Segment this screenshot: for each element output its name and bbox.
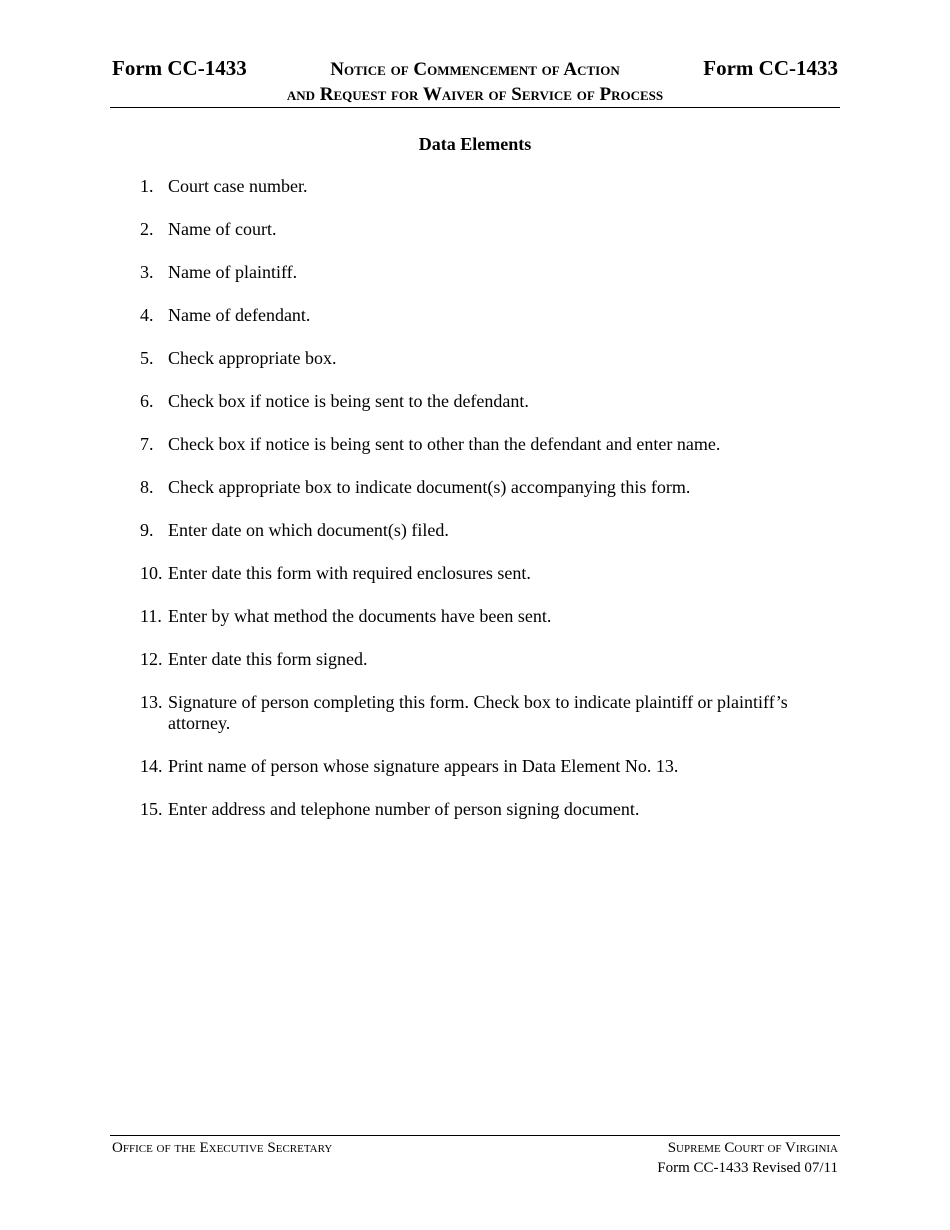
list-item [140, 563, 840, 584]
item-number: 8. [140, 477, 154, 497]
item-text: Name of court. [168, 219, 277, 239]
list-item [140, 391, 840, 412]
item-text: Enter address and telephone number of person signing document. [168, 799, 640, 819]
form-number-right: Form CC-1433 [703, 56, 838, 80]
item-number: 12. [140, 649, 163, 669]
section-title: Data Elements [418, 134, 532, 154]
form-title-line1: Notice of Commencement of Action [330, 59, 620, 80]
item-text: Enter date on which document(s) filed. [168, 520, 449, 540]
item-text: Name of defendant. [168, 305, 311, 325]
footer-form-revision: Form CC-1433 Revised 07/11 [657, 1160, 838, 1176]
list-item [140, 176, 840, 197]
item-number: 14. [140, 756, 163, 776]
list-item [140, 434, 840, 455]
item-number: 15. [140, 799, 163, 819]
form-header [110, 54, 840, 108]
item-text: Signature of person completing this form. Check box to indicate plaintiff or plaintiff’s attorney. [168, 692, 788, 733]
footer-court-name: Supreme Court of Virginia [667, 1140, 838, 1156]
form-title-line2: and Request for Waiver of Service of Process [286, 84, 664, 105]
list-item [140, 219, 840, 240]
item-number: 10. [140, 563, 163, 583]
list-item [140, 649, 840, 670]
item-text: Enter date this form signed. [168, 649, 368, 669]
item-number: 6. [140, 391, 154, 411]
form-number-left: Form CC-1433 [112, 56, 247, 80]
list-item [140, 348, 840, 369]
list-item [140, 799, 840, 820]
item-text: Check box if notice is being sent to other than the defendant and enter name. [168, 434, 721, 454]
list-item [140, 305, 840, 326]
list-item [140, 692, 840, 734]
item-number: 9. [140, 520, 154, 540]
footer-office: Office of the Executive Secretary [112, 1140, 333, 1156]
item-text: Court case number. [168, 176, 308, 196]
item-text: Print name of person whose signature appears in Data Element No. 13. [168, 756, 679, 776]
item-number: 3. [140, 262, 154, 282]
page-footer [110, 1135, 840, 1176]
item-text: Enter date this form with required enclosures sent. [168, 563, 531, 583]
list-item [140, 756, 840, 777]
item-number: 2. [140, 219, 154, 239]
item-number: 1. [140, 176, 154, 196]
item-text: Name of plaintiff. [168, 262, 298, 282]
item-number: 13. [140, 692, 163, 712]
item-number: 5. [140, 348, 154, 368]
list-item [140, 606, 840, 627]
footer-court-info [657, 1138, 838, 1178]
data-elements-list [140, 176, 840, 842]
item-text: Check appropriate box. [168, 348, 337, 368]
item-number: 7. [140, 434, 154, 454]
list-item [140, 477, 840, 498]
item-number: 4. [140, 305, 154, 325]
item-text: Check box if notice is being sent to the defendant. [168, 391, 529, 411]
header-row [110, 54, 840, 84]
list-item [140, 520, 840, 541]
item-number: 11. [140, 606, 162, 626]
item-text: Enter by what method the documents have been sent. [168, 606, 552, 626]
item-text: Check appropriate box to indicate document(s) accompanying this form. [168, 477, 691, 497]
list-item [140, 262, 840, 283]
